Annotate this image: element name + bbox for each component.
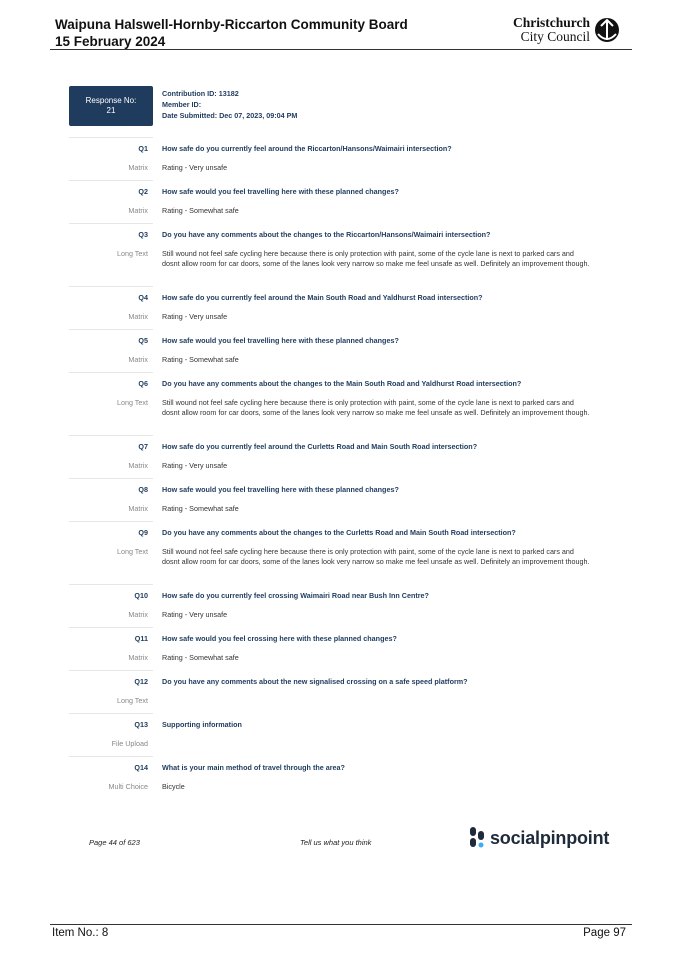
socialpinpoint-wordmark: socialpinpoint [490,827,610,848]
answer-text: Still wound not feel safe cycling here because there is only protection with paint, some of the cycle lane is next to parked cars and dosnt allow room for car doors, some of the lanes look very narrow so make me feel unsafe as well. Definitely an improvement though. [162,398,590,417]
footer-divider [50,924,632,925]
answer-text: Still wound not feel safe cycling here because there is only protection with paint, some of the cycle lane is next to parked cars and dosnt allow room for car doors, some of the lanes look very narrow so make me feel unsafe as well. Definitely an improvement though. [162,547,590,566]
question-number: Q5 [138,336,148,345]
question-number: Q11 [134,634,148,643]
question-text: Do you have any comments about the changes to the Riccarton/Hansons/Waimairi intersection? [162,230,491,239]
question-text: Do you have any comments about the new signalised crossing on a safe speed platform? [162,677,468,686]
board-name: Waipuna Halswell-Hornby-Riccarton Community Board [55,17,408,32]
response-number: 21 [106,106,116,115]
response-label: Response No: [85,96,137,105]
question-number: Q9 [138,528,148,537]
date-label: Date Submitted: [162,111,218,120]
socialpinpoint-logo [469,826,609,850]
question-type: Matrix [128,312,148,321]
question-type: Long Text [116,249,148,258]
question-number: Q1 [138,144,148,153]
question-number: Q4 [138,293,148,302]
report-page-number: Page 44 of 623 [89,838,140,847]
question-text: How safe do you currently feel around the Main South Road and Yaldhurst Road intersection? [162,293,483,302]
agenda-page-number: Page 97 [583,927,626,939]
question-type: Long Text [116,547,148,556]
question-type: File Upload [111,739,148,748]
question-separator [69,713,153,714]
item-number: Item No.: 8 [52,927,109,939]
question-separator [69,521,153,522]
contribution-label: Contribution ID: [162,89,217,98]
question-number: Q8 [138,485,148,494]
question-separator [69,137,153,138]
answer-text: Rating - Very unsafe [162,163,228,172]
question-separator [69,584,153,585]
answer-text: Rating - Somewhat safe [162,504,239,513]
header-divider [50,49,632,50]
logo-line2: City Council [520,29,590,44]
question-separator [69,435,153,436]
answer-text: Rating - Very unsafe [162,461,228,470]
question-number: Q14 [134,763,148,772]
question-type: Matrix [128,163,148,172]
question-number: Q13 [134,720,148,729]
question-text: How safe do you currently feel crossing Waimairi Road near Bush Inn Centre? [162,591,429,600]
question-text: How safe do you currently feel around the Riccarton/Hansons/Waimairi intersection? [162,144,452,153]
question-text: What is your main method of travel through the area? [162,763,345,772]
question-text: How safe would you feel travelling here with these planned changes? [162,336,399,345]
answer-text: Rating - Somewhat safe [162,653,239,662]
answer-text: Rating - Somewhat safe [162,206,239,215]
report-tagline: Tell us what you think [300,838,372,847]
question-text: How safe would you feel travelling here with these planned changes? [162,187,399,196]
answer-text: Bicycle [162,782,185,791]
question-number: Q10 [134,591,148,600]
question-number: Q6 [138,379,148,388]
question-text: How safe would you feel travelling here with these planned changes? [162,485,399,494]
question-number: Q3 [138,230,148,239]
socialpinpoint-logo-icon [469,827,485,849]
council-emblem-icon [594,17,620,45]
question-separator [69,329,153,330]
question-separator [69,627,153,628]
question-number: Q7 [138,442,148,451]
logo-line1: Christchurch [512,15,590,30]
question-type: Matrix [128,461,148,470]
question-separator [69,478,153,479]
question-text: Do you have any comments about the changes to the Main South Road and Yaldhurst Road intersection? [162,379,522,388]
question-text: Do you have any comments about the changes to the Curletts Road and Main South Road intersection? [162,528,516,537]
question-text: How safe would you feel crossing here with these planned changes? [162,634,397,643]
question-type: Long Text [116,696,148,705]
question-type: Matrix [128,504,148,513]
response-number-box [69,86,153,126]
question-text: Supporting information [162,720,242,729]
question-type: Matrix [128,206,148,215]
question-type: Matrix [128,355,148,364]
document-header-title [55,16,408,50]
question-separator [69,223,153,224]
council-logo [514,16,620,46]
member-label: Member ID: [162,100,202,109]
question-separator [69,372,153,373]
question-separator [69,670,153,671]
question-text: How safe do you currently feel around the Curletts Road and Main South Road intersection? [162,442,478,451]
question-type: Matrix [128,610,148,619]
response-metadata [162,88,297,121]
question-separator [69,180,153,181]
answer-text: Rating - Very unsafe [162,312,228,321]
answer-text: Rating - Very unsafe [162,610,228,619]
date-submitted: Dec 07, 2023, 09:04 PM [219,111,298,120]
question-number: Q2 [138,187,148,196]
meeting-date: 15 February 2024 [55,34,166,49]
question-separator [69,756,153,757]
contribution-id: 13182 [218,89,239,98]
question-type: Multi Choice [108,782,148,791]
answer-text: Still wound not feel safe cycling here because there is only protection with paint, some of the cycle lane is next to parked cars and dosnt allow room for car doors, some of the lanes look very narrow so make me feel unsafe as well. Definitely an improvement though. [162,249,590,268]
question-separator [69,286,153,287]
question-number: Q12 [134,677,148,686]
answer-text: Rating - Somewhat safe [162,355,239,364]
question-type: Matrix [128,653,148,662]
question-type: Long Text [116,398,148,407]
